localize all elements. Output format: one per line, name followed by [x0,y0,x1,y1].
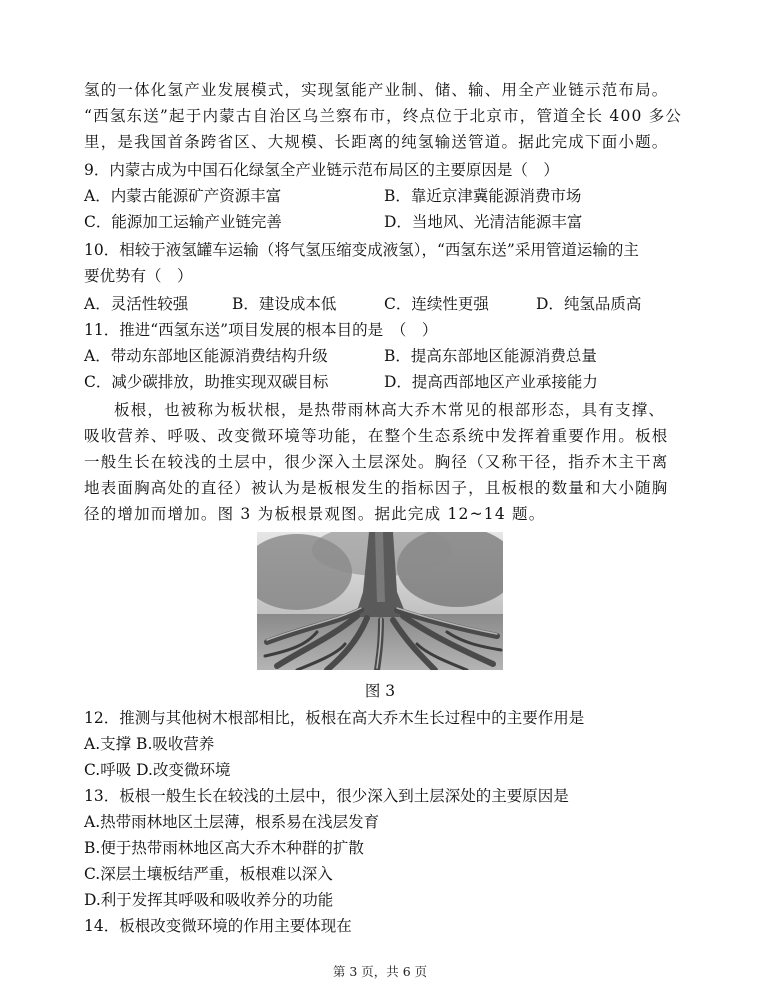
intro-line-2: “西氢东送”起于内蒙古自治区乌兰察布市，终点位于北京市，管道全长 400 多公 [84,107,683,125]
question-12-stem: 12．推测与其他树木根部相比，板根在高大乔木生长过程中的主要作用是 [84,709,585,727]
question-13-option-c[interactable]: C.深层土壤板结严重，板根难以深入 [84,865,333,883]
question-11-stem: 11．推进“西氢东送”项目发展的根本目的是 （ ） [84,321,438,339]
passage-line-1: 板根，也被称为板状根，是热带雨林高大乔木常见的根部形态，具有支撑、 [114,401,666,419]
figure-caption: 图 3 [364,682,396,700]
question-10-option-a[interactable]: A．灵活性较强 [84,295,189,313]
question-11-option-a[interactable]: A．带动东部地区能源消费结构升级 [84,347,328,365]
question-10-option-c[interactable]: C．连续性更强 [384,295,489,313]
buttress-root-photo [257,532,503,670]
passage-line-4: 地表面胸高处的直径）被认为是板根发生的指标因子，且板根的数量和大小随胸 [84,479,669,497]
question-10-stem-line-2: 要优势有（ ） [84,267,193,285]
question-14-stem: 14．板根改变微环境的作用主要体现在 [84,917,352,935]
question-9-stem: 9．内蒙古成为中国石化绿氢全产业链示范布局区的主要原因是（ ） [84,161,559,179]
question-12-options-line-1[interactable]: A.支撑 B.吸收营养 [84,735,215,753]
passage-line-3: 一般生长在较浅的土层中，很少深入土层深处。胸径（又称干径，指乔木主干离 [84,453,669,471]
question-9-option-b[interactable]: B．靠近京津冀能源消费市场 [384,187,582,205]
buttress-root-illustration [257,532,503,670]
intro-line-1: 氢的一体化氢产业发展模式，实现氢能产业制、储、输、用全产业链示范布局。 [84,81,669,99]
question-11-option-b[interactable]: B．提高东部地区能源消费总量 [384,347,597,365]
question-9-option-c[interactable]: C．能源加工运输产业链完善 [84,213,282,231]
question-10-stem-line-1: 10．相较于液氢罐车运输（将气氢压缩变成液氢），“西氢东送”采用管道运输的主 [84,241,639,259]
question-9-option-a[interactable]: A．内蒙古能源矿产资源丰富 [84,187,282,205]
question-9-option-d[interactable]: D．当地风、光清洁能源丰富 [384,213,583,231]
question-13-option-d[interactable]: D.利于发挥其呼吸和吸收养分的功能 [84,891,334,909]
question-10-option-d[interactable]: D．纯氢品质高 [536,295,642,313]
passage-line-5: 径的增加而增加。图 3 为板根景观图。据此完成 12~14 题。 [84,505,546,523]
question-11-option-d[interactable]: D．提高西部地区产业承接能力 [384,373,598,391]
question-13-stem: 13．板根一般生长在较浅的土层中，很少深入到土层深处的主要原因是 [84,787,569,805]
intro-line-3: 里，是我国首条跨省区、大规模、长距离的纯氢输送管道。据此完成下面小题。 [84,133,669,151]
question-13-option-a[interactable]: A.热带雨林地区土层薄，根系易在浅层发育 [84,813,380,831]
page-footer: 第 3 页，共 6 页 [332,964,428,979]
question-12-options-line-2[interactable]: C.呼吸 D.改变微环境 [84,761,231,779]
question-13-option-b[interactable]: B.便于热带雨林地区高大乔木种群的扩散 [84,839,364,857]
question-11-option-c[interactable]: C．减少碳排放，助推实现双碳目标 [84,373,329,391]
question-10-option-b[interactable]: B．建设成本低 [232,295,337,313]
passage-line-2: 吸收营养、呼吸、改变微环境等功能，在整个生态系统中发挥着重要作用。板根 [84,427,669,445]
